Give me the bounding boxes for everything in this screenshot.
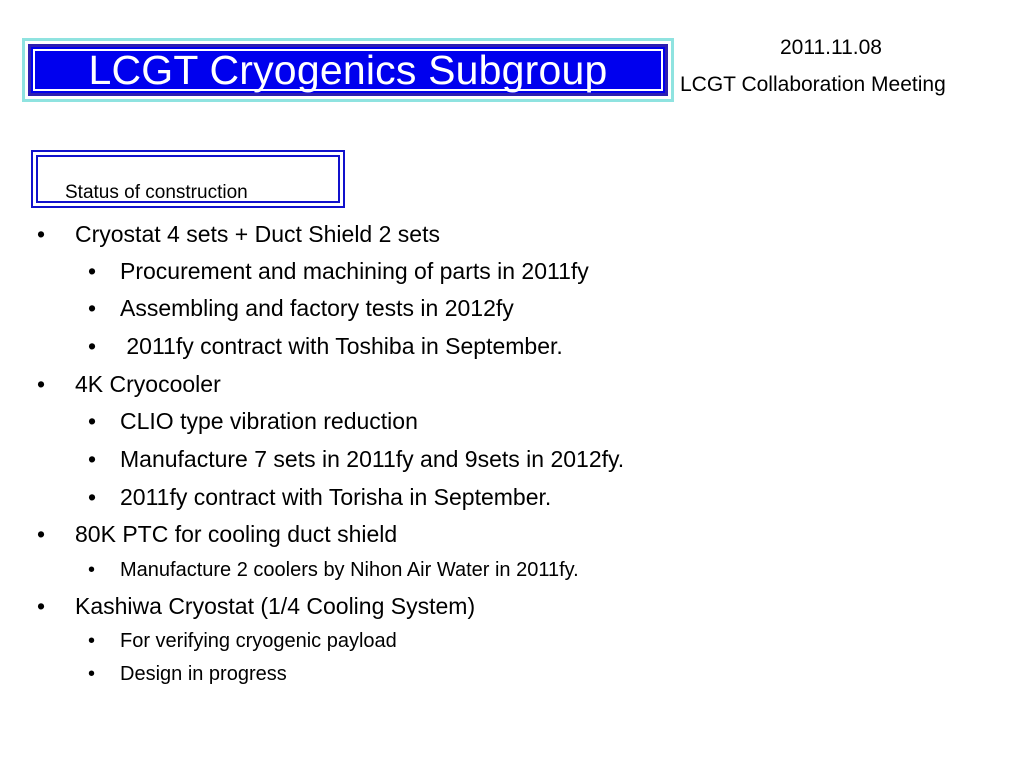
bullet-icon: • [88, 295, 97, 321]
bullet-text: Manufacture 7 sets in 2011fy and 9sets in 2012fy. [120, 446, 625, 472]
sub-bullet-item [88, 408, 418, 434]
bullet-icon: • [37, 371, 46, 397]
bullet-icon: • [37, 521, 46, 547]
bullet-item [37, 221, 440, 247]
bullet-text: Design in progress [120, 663, 287, 685]
bullet-icon: • [37, 593, 46, 619]
meeting-name: LCGT Collaboration Meeting [680, 73, 946, 96]
meeting-date: 2011.11.08 [780, 36, 882, 59]
sub-bullet-item [88, 333, 563, 359]
bullet-icon: • [88, 630, 96, 652]
sub-bullet-item [88, 484, 552, 510]
bullet-icon: • [88, 446, 97, 472]
bullet-text: Manufacture 2 coolers by Nihon Air Water in 2011fy. [120, 559, 579, 581]
bullet-icon: • [37, 221, 46, 247]
sub-bullet-item [88, 258, 589, 284]
sub-bullet-item [88, 559, 579, 581]
slide-title: LCGT Cryogenics Subgroup [88, 46, 608, 93]
bullet-icon: • [88, 408, 97, 434]
bullet-text: CLIO type vibration reduction [120, 408, 418, 434]
bullet-icon: • [88, 663, 96, 685]
sub-bullet-item [88, 295, 514, 321]
bullet-icon: • [88, 484, 97, 510]
bullet-item [37, 521, 398, 547]
bullet-text: Procurement and machining of parts in 2011fy [120, 258, 589, 284]
bullet-text: 4K Cryocooler [75, 371, 221, 397]
sub-bullet-item [88, 663, 287, 685]
bullet-text: Assembling and factory tests in 2012fy [120, 295, 514, 321]
status-label: Status of construction [65, 182, 248, 203]
bullet-item [37, 593, 476, 619]
bullet-icon: • [88, 559, 96, 581]
bullet-text: For verifying cryogenic payload [120, 630, 397, 652]
bullet-text: Kashiwa Cryostat (1/4 Cooling System) [75, 593, 476, 619]
sub-bullet-item [88, 630, 397, 652]
bullet-item [37, 371, 221, 397]
bullet-icon: • [88, 258, 97, 284]
bullet-icon: • [88, 333, 97, 359]
bullet-text: 2011fy contract with Torisha in September. [120, 484, 552, 510]
bullet-text: Cryostat 4 sets + Duct Shield 2 sets [75, 221, 440, 247]
bullet-text: 2011fy contract with Toshiba in September. [120, 333, 563, 359]
sub-bullet-item [88, 446, 625, 472]
bullet-text: 80K PTC for cooling duct shield [75, 521, 398, 547]
